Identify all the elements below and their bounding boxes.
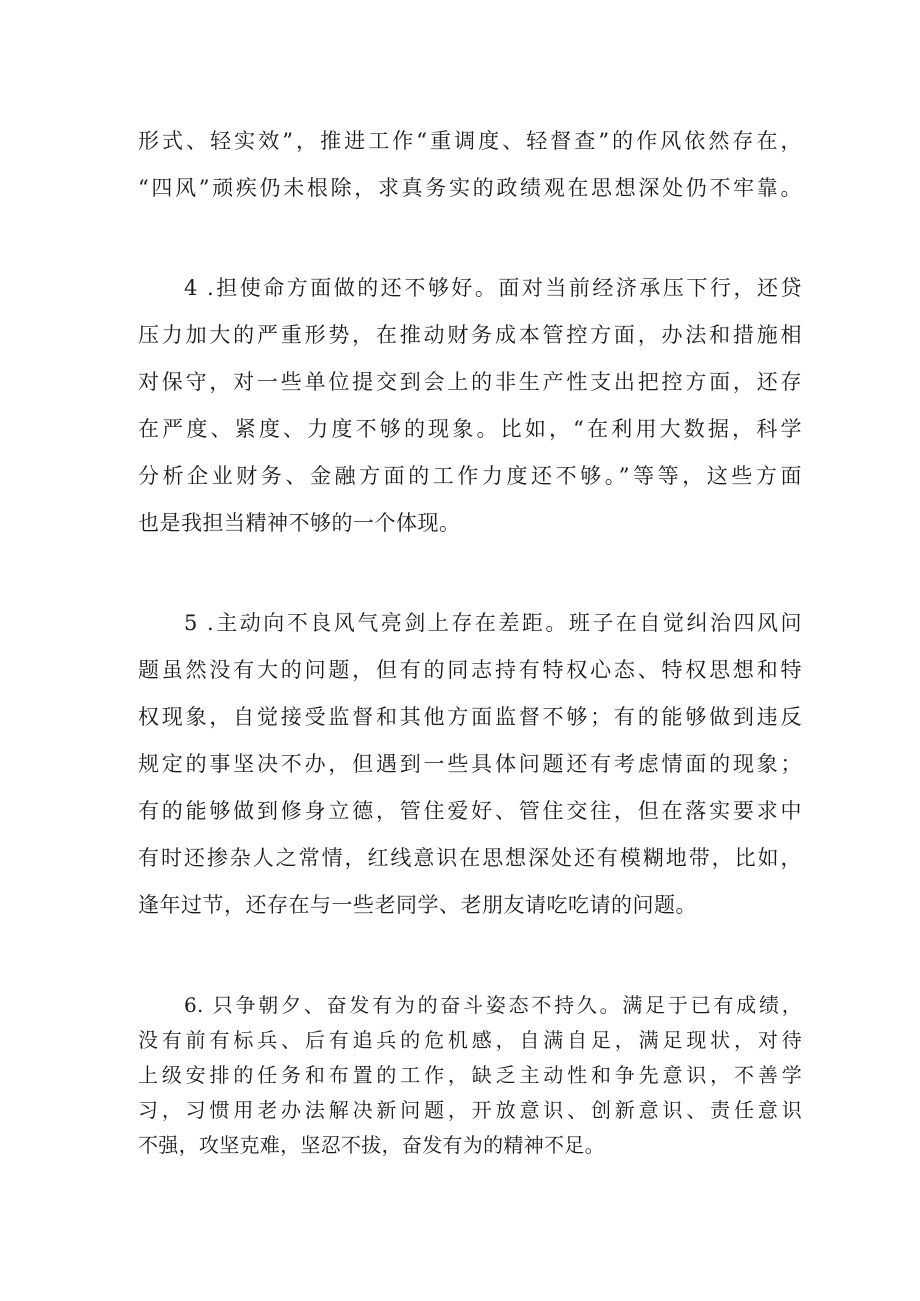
text-line: 4 .担使命方面做的还不够好。面对当前经济承压下行，还贷 bbox=[184, 276, 802, 300]
text-line: 不强，攻坚克难，坚忍不拔，奋发有为的精神不足。 bbox=[138, 1133, 605, 1157]
text-line: 权现象，自觉接受监督和其他方面监督不够；有的能够做到违反 bbox=[138, 705, 802, 729]
text-line: 习，习惯用老办法解决新问题，开放意识、创新意识、责任意识 bbox=[138, 1098, 802, 1122]
text-line: 也是我担当精神不够的一个体现。 bbox=[138, 511, 461, 535]
text-line: 题虽然没有大的问题，但有的同志持有特权心态、特权思想和特 bbox=[138, 658, 802, 682]
text-line: 有时还掺杂人之常情，红线意识在思想深处还有模糊地带，比如， bbox=[138, 846, 802, 870]
text-line: 逢年过节，还存在与一些老同学、老朋友请吃吃请的问题。 bbox=[138, 893, 697, 917]
text-line: 有的能够做到修身立德，管住爱好、管住交往，但在落实要求中 bbox=[138, 799, 802, 823]
text-line: 没有前有标兵、后有追兵的危机感，自满自足，满足现状，对待 bbox=[138, 1028, 802, 1052]
text-line: 对保守，对一些单位提交到会上的非生产性支出把控方面，还存 bbox=[138, 370, 802, 394]
text-line: 上级安排的任务和布置的工作，缺乏主动性和争先意识，不善学 bbox=[138, 1063, 802, 1087]
text-line: 形式、轻实效”，推进工作“重调度、轻督查”的作风依然存在， bbox=[138, 129, 802, 153]
text-line: 压力加大的严重形势，在推动财务成本管控方面，办法和措施相 bbox=[138, 323, 802, 347]
text-line: 5 .主动向不良风气亮剑上存在差距。班子在自觉纠治四风问 bbox=[184, 611, 802, 635]
text-line: 在严度、紧度、力度不够的现象。比如，“在利用大数据，科学 bbox=[138, 417, 802, 441]
text-line: 规定的事坚决不办，但遇到一些具体问题还有考虑情面的现象； bbox=[138, 752, 802, 776]
text-line: 分析企业财务、金融方面的工作力度还不够。”等等，这些方面 bbox=[138, 464, 802, 488]
text-line: “四风”顽疾仍未根除，求真务实的政绩观在思想深处仍不牢靠。 bbox=[138, 176, 802, 200]
text-line: 6. 只争朝夕、奋发有为的奋斗姿态不持久。满足于已有成绩， bbox=[184, 993, 802, 1017]
